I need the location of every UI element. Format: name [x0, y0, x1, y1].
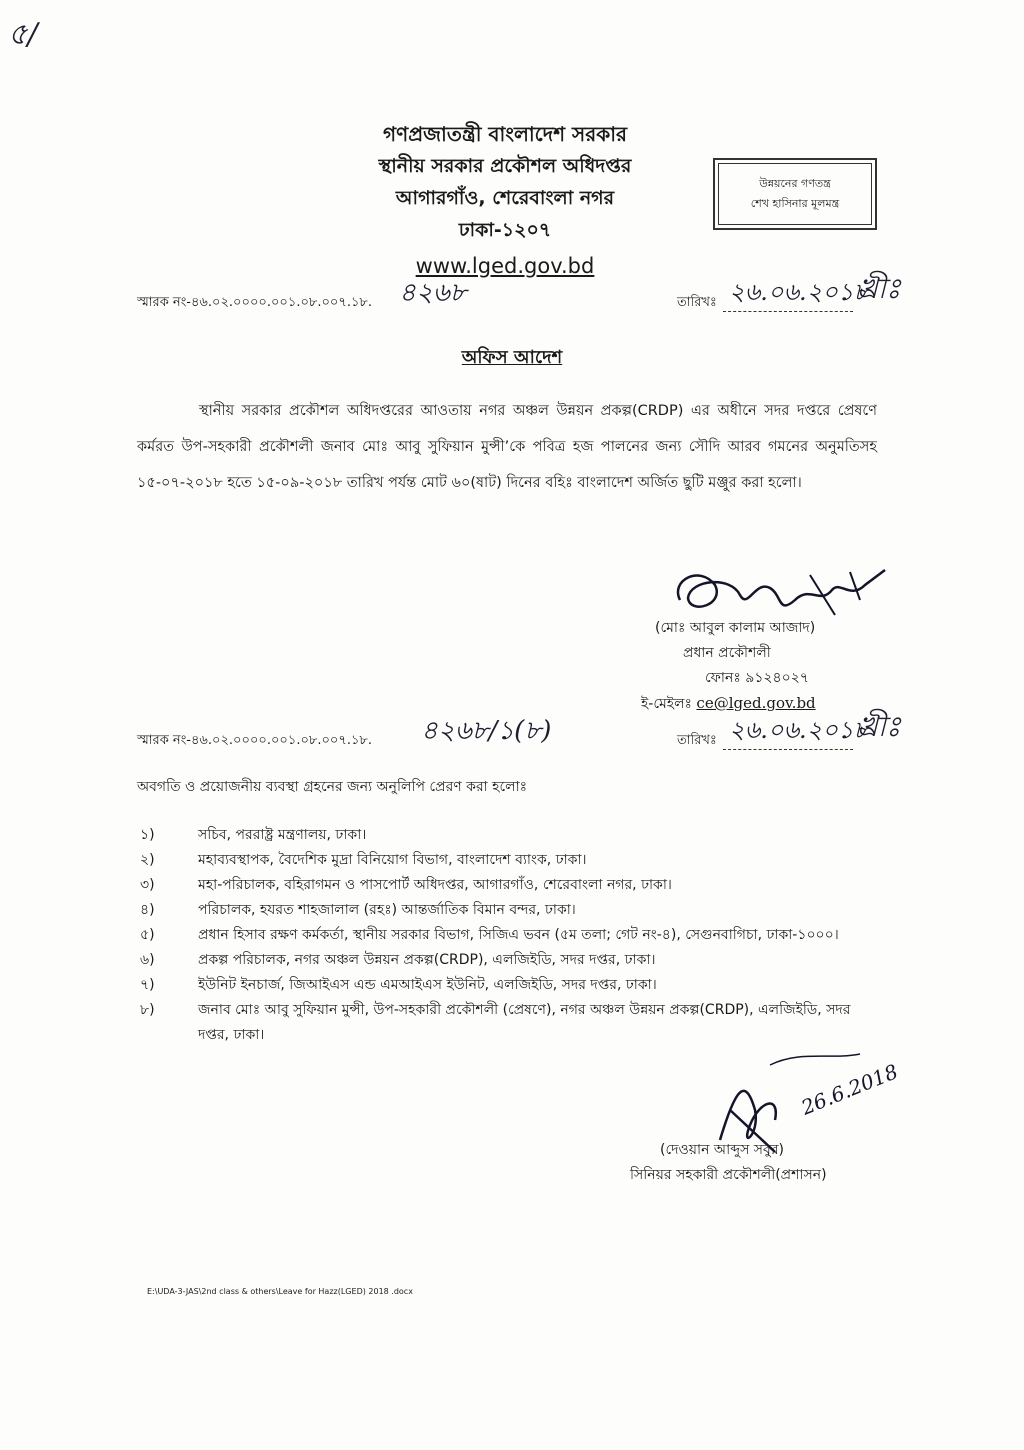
- slogan-line-2: শেখ হাসিনার মূলমন্ত্র: [750, 197, 840, 210]
- list-item: ৬) প্রকল্প পরিচালক, নগর অঞ্চল উন্নয়ন প্রকল্প(CRDP), এলজিইডি, সদর দপ্তর, ঢাকা।: [140, 952, 656, 968]
- website-link[interactable]: www.lged.gov.bd: [415, 254, 595, 278]
- city-line: ঢাকা-১২০৭: [458, 219, 552, 241]
- list-item: ৪) পরিচালক, হযরত শাহজালাল (রহঃ) আন্তর্জাতিক বিমান বন্দর, ঢাকা।: [140, 902, 576, 918]
- signatory-2-designation: সিনিয়র সহকারী প্রকৌশলী(প্রশাসন): [630, 1167, 827, 1183]
- signatory-1-name: (মোঃ আবুল কালাম আজাদ): [655, 620, 816, 636]
- signatory-1-email-row: ই-মেইলঃ ce@lged.gov.bd: [641, 694, 816, 712]
- list-item: ২) মহাব্যবস্থাপক, বৈদেশিক মুদ্রা বিনিয়োগ বিভাগ, বাংলাদেশ ব্যাংক, ঢাকা।: [140, 852, 587, 868]
- copy-date-suffix-handwritten: খ্রীঃ: [857, 710, 901, 743]
- copy-date-label: তারিখঃ: [677, 733, 717, 748]
- signature-date-handwritten: 26.6.2018: [797, 1059, 902, 1120]
- department-name: স্থানীয় সরকার প্রকৌশল অধিদপ্তর: [378, 155, 632, 177]
- memo-number-label: স্মারক নং-৪৬.০২.০০০০.০০১.০৮.০০৭.১৮.: [137, 295, 372, 310]
- list-item: ৮) জনাব মোঃ আবু সুফিয়ান মুন্সী, উপ-সহকারী প্রকৌশলী (প্রেষণে), নগর অঞ্চল উন্নয়ন প্রকল্প(CRDP), এলজিইডি, সদর দপ্তর, ঢাকা।: [140, 1002, 851, 1043]
- signatory-1-email[interactable]: ce@lged.gov.bd: [696, 694, 816, 712]
- order-body: স্থানীয় সরকার প্রকৌশল অধিদপ্তরের আওতায় নগর অঞ্চল উন্নয়ন প্রকল্প(CRDP) এর অধীনে সদর দপ্তরে প্রেষণে কর্মরত উপ-সহকারী প্রকৌশলী জনাব মোঃ আবু সুফিয়ান মুন্সী’কে পবিত্র হজ পালনের জন্য সৌদি আরব গমনের অনুমতিসহ ১৫-০৭-২০১৮ হতে ১৫-০৯-২০১৮ তারিখ পর্যন্ত মোট ৬০(ষাট) দিনের বহিঃ বাংলাদেশ অর্জিত ছুটি মঞ্জুর করা হলো।: [137, 403, 877, 491]
- date-label: তারিখঃ: [677, 295, 717, 310]
- copy-distribution-intro: অবগতি ও প্রয়োজনীয় ব্যবস্থা গ্রহনের জন্য অনুলিপি প্রেরণ করা হলোঃ: [137, 779, 528, 795]
- list-item: ১) সচিব, পররাষ্ট্র মন্ত্রণালয়, ঢাকা।: [140, 827, 367, 843]
- document-title: অফিস আদেশ: [461, 347, 563, 368]
- copy-distribution-list: [140, 823, 870, 1048]
- govt-name: গণপ্রজাতন্ত্রী বাংলাদেশ সরকার: [383, 122, 627, 146]
- list-item: ৩) মহা-পরিচালক, বহিরাগমন ও পাসপোর্ট অধিদপ্তর, আগারগাঁও, শেরেবাংলা নগর, ঢাকা।: [140, 877, 672, 893]
- date-handwritten: ২৬.০৬.২০১৮: [729, 278, 870, 306]
- signatory-2-name: (দেওয়ান আব্দুস সবুর): [660, 1142, 784, 1158]
- slogan-box: [713, 158, 877, 230]
- memo-number-handwritten: ৪২৬৮: [399, 278, 467, 308]
- file-path-footer: E:\UDA-3-JAS\2nd class & others\Leave for Hazz(LGED) 2018 .docx: [147, 1287, 413, 1296]
- signatory-2: [630, 1138, 827, 1188]
- list-item: ৭) ইউনিট ইনচার্জ, জিআইএস এন্ড এমআইএস ইউনিট, এলজিইডি, সদর দপ্তর, ঢাকা।: [140, 977, 657, 993]
- memo-reference-row: [137, 272, 901, 320]
- address-line: আগারগাঁও, শেরেবাংলা নগর: [395, 187, 615, 209]
- letterhead: [300, 118, 710, 284]
- signatory-1-phone: ফোনঃ ৯১২৪০২৭: [705, 670, 809, 686]
- copy-memo-reference-row: [137, 710, 901, 758]
- corner-handwritten-mark: ৫/: [8, 17, 38, 52]
- copy-memo-number-label: স্মারক নং-৪৬.০২.০০০০.০০১.০৮.০০৭.১৮.: [137, 733, 372, 748]
- signatory-1-designation: প্রধান প্রকৌশলী: [683, 645, 771, 661]
- list-item: ৫) প্রধান হিসাব রক্ষণ কর্মকর্তা, স্থানীয় সরকার বিভাগ, সিজিএ ভবন (৫ম তলা; গেট নং-৪), সেগুনবাগিচা, ঢাকা-১০০০।: [140, 927, 839, 943]
- copy-date-handwritten: ২৬.০৬.২০১৮: [729, 716, 870, 744]
- signatory-1: [641, 616, 816, 717]
- signature-chief-engineer: [660, 560, 900, 624]
- copy-memo-number-handwritten: ৪২৬৮/১(৮): [421, 716, 552, 746]
- date-suffix-handwritten: খ্রীঃ: [857, 272, 901, 305]
- slogan-line-1: উন্নয়নের গণতন্ত্র: [759, 177, 831, 190]
